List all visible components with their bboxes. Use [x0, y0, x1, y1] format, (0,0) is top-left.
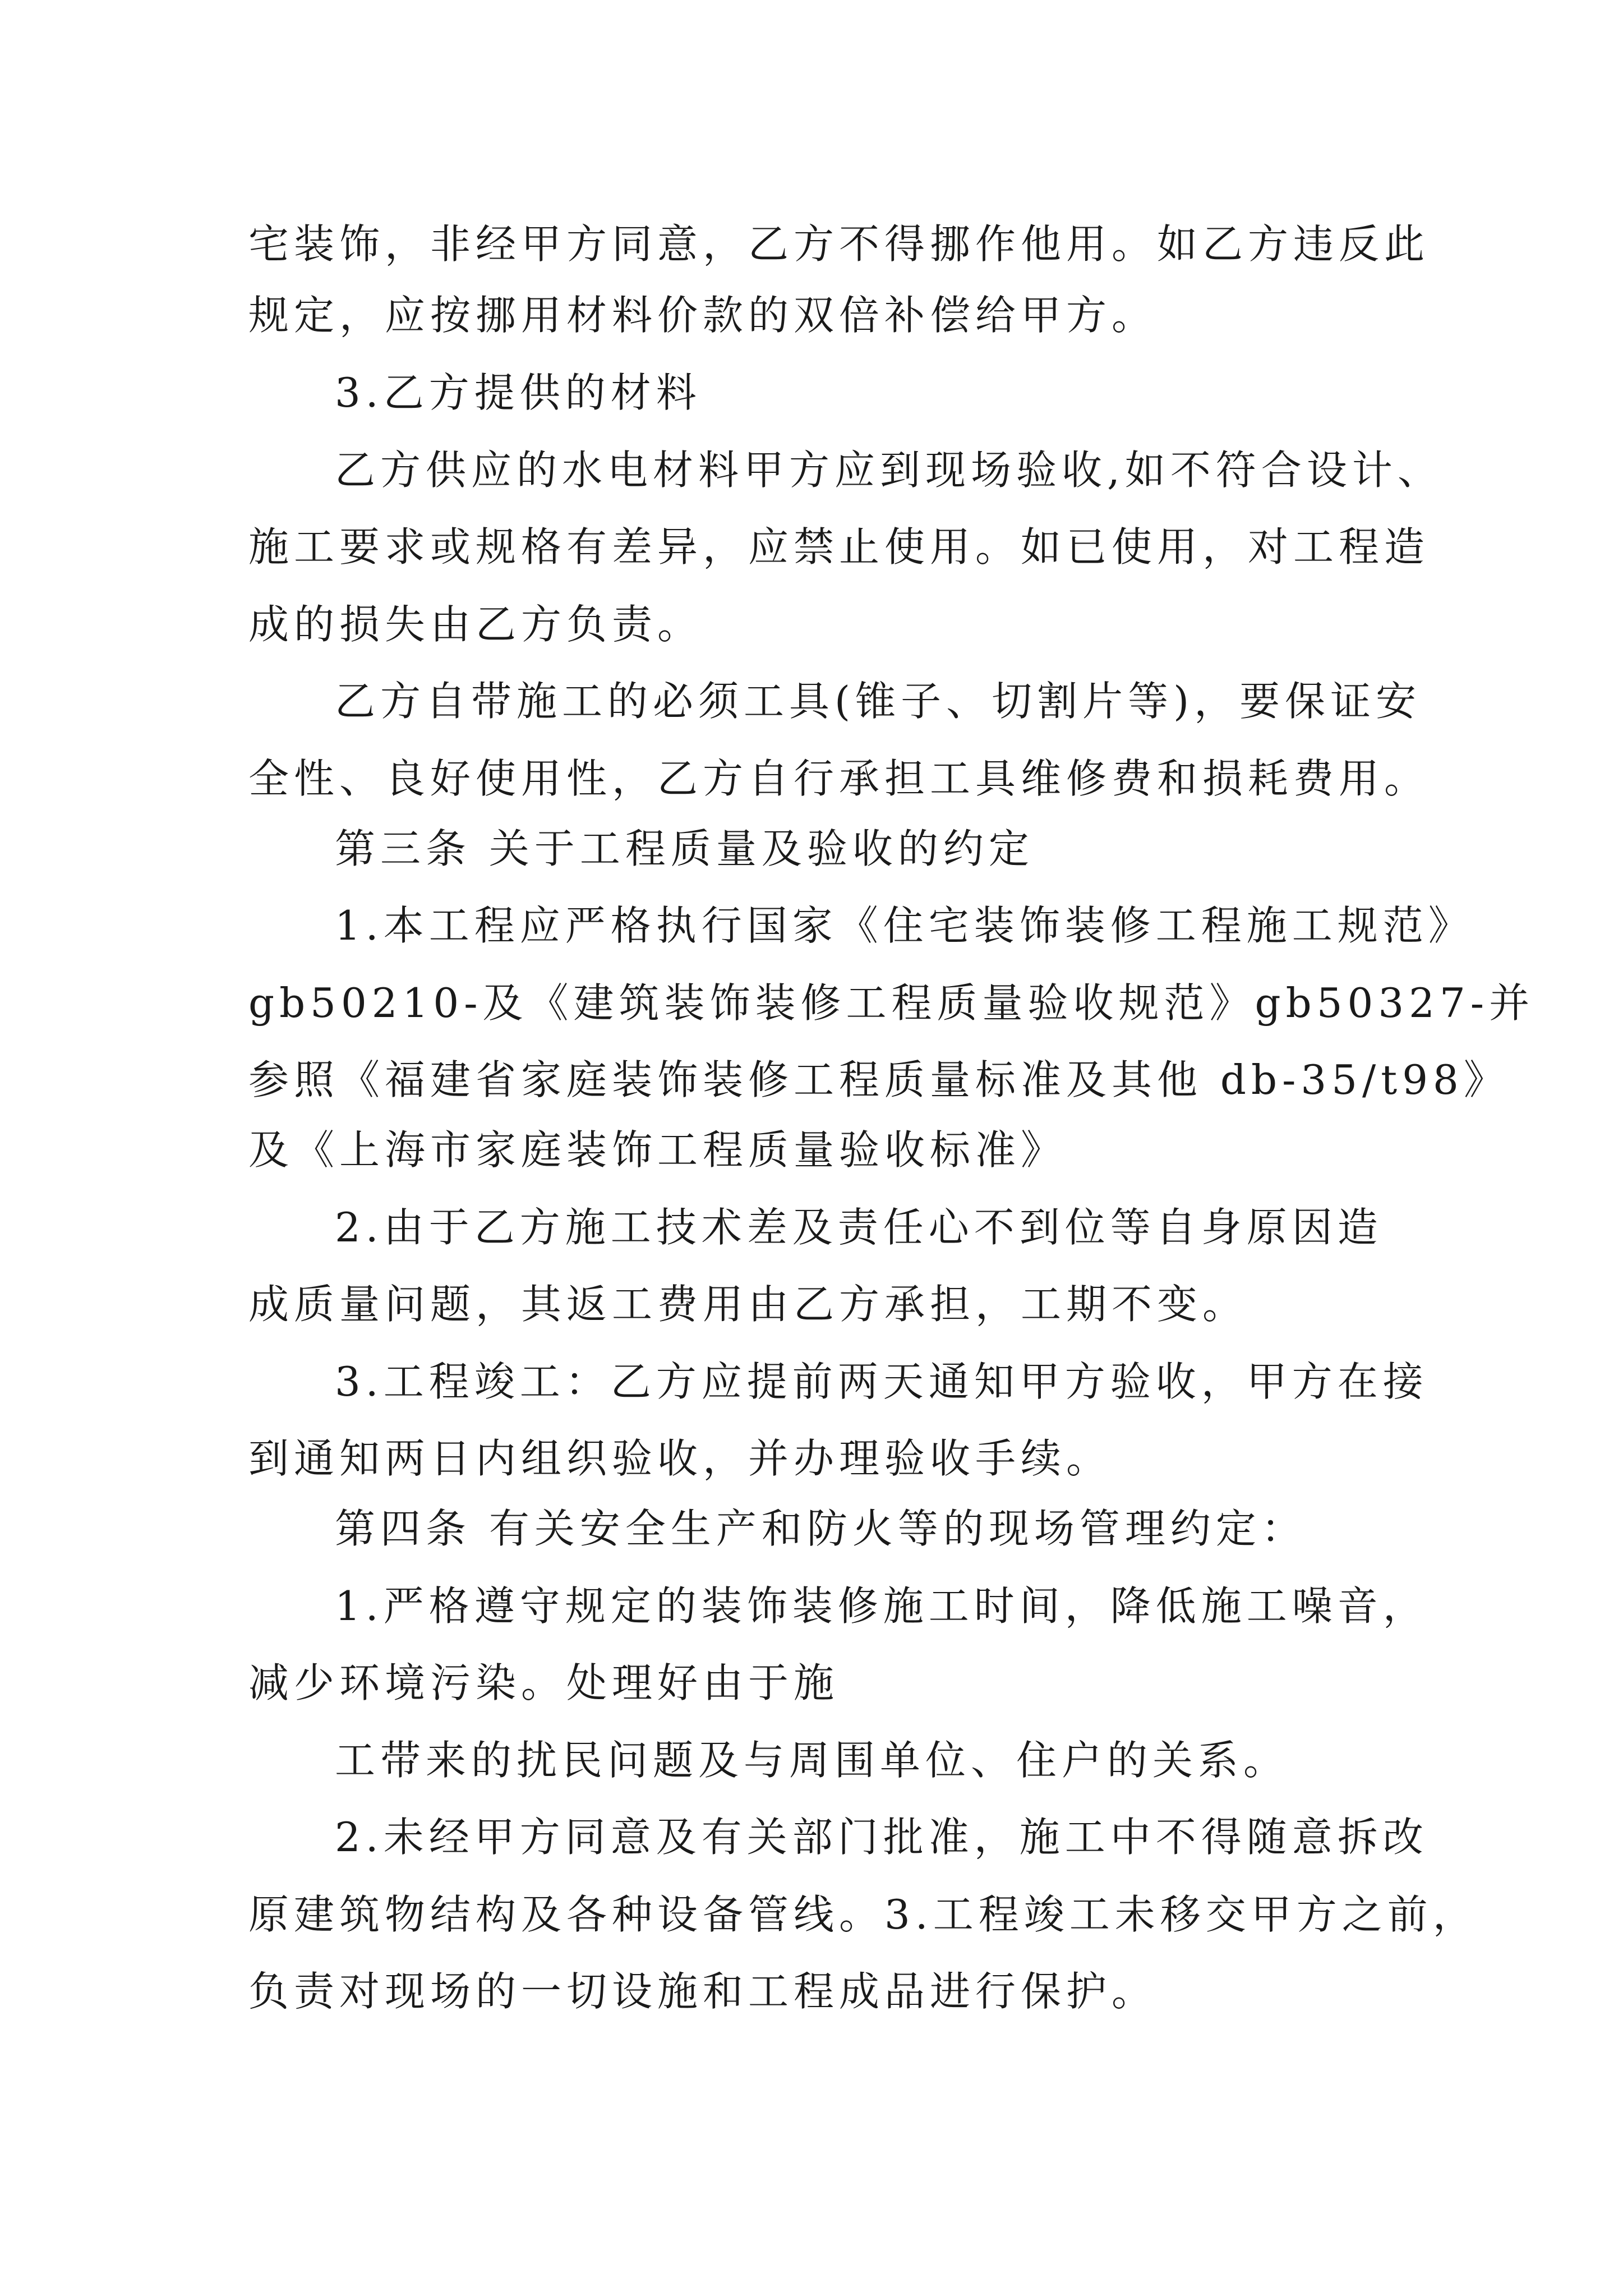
text-line: 全性、良好使用性，乙方自行承担工具维修费和损耗费用。 [248, 755, 1430, 802]
text-line: 及《上海市家庭装饰工程质量验收标准》 [248, 1126, 1067, 1174]
text-line: gb50210-及《建筑装饰装修工程质量验收规范》gb50327-并 [248, 979, 1535, 1027]
article-heading: 第四条 有关安全生产和防火等的现场管理约定： [335, 1505, 1307, 1552]
text-line: 成的损失由乙方负责。 [248, 601, 703, 648]
text-line: 负责对现场的一切设施和工程成品进行保护。 [248, 1968, 1158, 2015]
text-line: 施工要求或规格有差异，应禁止使用。如已使用，对工程造 [248, 523, 1430, 570]
text-line: 成质量问题，其返工费用由乙方承担，工期不变。 [248, 1281, 1248, 1328]
text-line: 2.未经甲方同意及有关部门批准，施工中不得随意拆改 [335, 1814, 1428, 1861]
text-line: 工带来的扰民问题及与周围单位、住户的关系。 [335, 1737, 1289, 1784]
text-line: 2.由于乙方施工技术差及责任心不到位等自身原因造 [335, 1204, 1383, 1251]
text-line: 规定，应按挪用材料价款的双倍补偿给甲方。 [248, 292, 1158, 339]
text-line: 3.工程竣工：乙方应提前两天通知甲方验收，甲方在接 [335, 1358, 1428, 1405]
text-line: 乙方自带施工的必须工具(锥子、切割片等)，要保证安 [335, 678, 1422, 725]
section-heading: 3.乙方提供的材料 [335, 369, 702, 416]
text-line: 宅装饰，非经甲方同意，乙方不得挪作他用。如乙方违反此 [248, 220, 1430, 268]
text-line: 原建筑物结构及各种设备管线。3.工程竣工未移交甲方之前， [248, 1891, 1478, 1938]
text-line: 参照《福建省家庭装饰装修工程质量标准及其他 db-35/t98》 [248, 1056, 1509, 1103]
text-line: 减少环境污染。处理好由于施 [248, 1659, 840, 1706]
article-heading: 第三条 关于工程质量及验收的约定 [335, 825, 1034, 872]
text-line: 乙方供应的水电材料甲方应到现场验收,如不符合设计、 [335, 447, 1443, 494]
text-line: 1.严格遵守规定的装饰装修施工时间，降低施工噪音， [335, 1582, 1428, 1630]
text-line: 到通知两日内组织验收，并办理验收手续。 [248, 1435, 1112, 1482]
text-line: 1.本工程应严格执行国家《住宅装饰装修工程施工规范》 [335, 902, 1474, 949]
